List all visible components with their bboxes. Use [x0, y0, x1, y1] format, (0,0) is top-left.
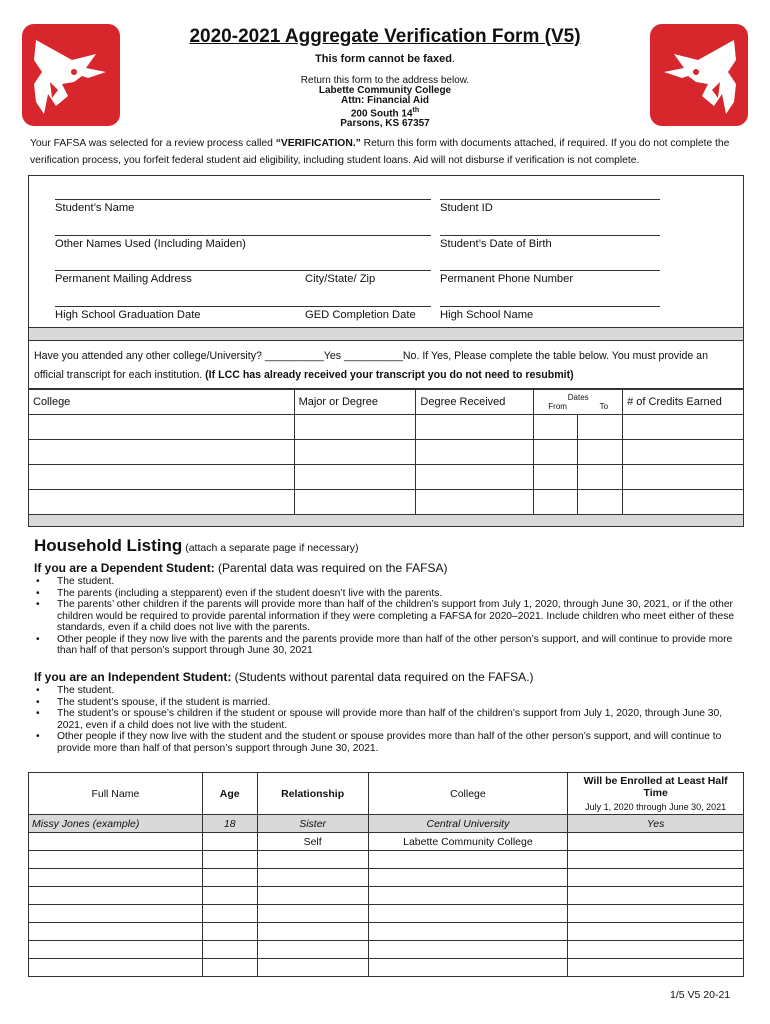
- list-item: • The parents’ other children if the parents will provide more than half of the children’s support from July 1, 2020, through June 30, 2021, or if the other children would be required to provide parental information if they were completing a FAFSA for 2020–2021. Include children who meet either of these standards, even if a child does not live with the parents.: [34, 599, 744, 634]
- credits-header: # of Credits Earned: [623, 390, 744, 415]
- list-item: • Other people if they now live with the student and the student or spouse provides more than half of the other person’s support, and will continue to provide more than half of that person’s support through June 30, 2021.: [34, 731, 744, 754]
- dates-header: Dates From To: [534, 390, 623, 415]
- page-number: 1/5 V5 20-21: [670, 989, 731, 1001]
- form-title: 2020-2021 Aggregate Verification Form (V5): [189, 26, 581, 47]
- table-row[interactable]: [29, 923, 744, 941]
- hs-name-field[interactable]: High School Name: [440, 306, 660, 321]
- phone-field[interactable]: Permanent Phone Number: [440, 270, 660, 285]
- return-address: Return this form to the address below. Labette Community College Attn: Financial Aid 200 South 14th Parsons, KS 67357: [300, 75, 470, 130]
- table-divider-row: [29, 515, 744, 527]
- independent-list: [34, 685, 744, 754]
- attended-college-question: Have you attended any other college/University? __________Yes __________No. If Yes, Please complete the table below. You must provide an official transcript for each institution. (If LCC has already received your transcript you do not need to resubmit): [34, 350, 708, 381]
- list-item: • The student.: [34, 576, 744, 588]
- hs-grad-date-field[interactable]: High School Graduation Date: [55, 306, 305, 321]
- dependent-heading: If you are a Dependent Student: (Parental data was required on the FAFSA): [34, 561, 448, 575]
- independent-heading: If you are an Independent Student: (Students without parental data required on the FAFSA.): [34, 670, 534, 684]
- table-row[interactable]: [29, 869, 744, 887]
- college-header: College: [29, 390, 295, 415]
- table-row[interactable]: [29, 465, 744, 490]
- dependent-list: [34, 576, 744, 657]
- student-id-field[interactable]: Student ID: [440, 199, 660, 214]
- student-info-section: [28, 175, 744, 389]
- table-row[interactable]: [29, 490, 744, 515]
- other-names-field[interactable]: Other Names Used (Including Maiden): [55, 235, 431, 250]
- table-row[interactable]: [29, 887, 744, 905]
- mailing-address-field[interactable]: Permanent Mailing Address: [55, 270, 305, 285]
- list-item: • Other people if they now live with the parents and the parents provide more than half of the other person’s support, and will continue to provide more than half of that person’s support through June 30, 2021: [34, 634, 744, 657]
- full-name-header: Full Name: [29, 773, 203, 815]
- section-divider: [29, 327, 743, 341]
- table-row[interactable]: [29, 415, 744, 440]
- table-row[interactable]: [29, 959, 744, 977]
- city-state-zip-field[interactable]: City/State/ Zip: [305, 270, 431, 285]
- table-header-row: [29, 773, 744, 815]
- table-row[interactable]: [29, 941, 744, 959]
- ged-date-field[interactable]: GED Completion Date: [305, 306, 431, 321]
- household-table: [28, 772, 744, 977]
- list-item: • The student’s or spouse’s children if the student or spouse will provide more than half of the children’s support from July 1, 2020, through June 30, 2021, even if a child does not live with the student.: [34, 708, 744, 731]
- age-header: Age: [202, 773, 257, 815]
- table-header-row: [29, 390, 744, 415]
- no-fax-notice: This form cannot be faxed.: [315, 53, 455, 65]
- enrolled-header: Will be Enrolled at Least Half Time July 1, 2020 through June 30, 2021: [568, 773, 744, 815]
- table-row[interactable]: [29, 440, 744, 465]
- dob-field[interactable]: Student’s Date of Birth: [440, 235, 660, 250]
- list-item: • The student.: [34, 685, 744, 697]
- relationship-header: Relationship: [257, 773, 368, 815]
- table-row[interactable]: [29, 851, 744, 869]
- example-row: Missy Jones (example) 18 Sister Central University Yes: [29, 815, 744, 833]
- household-listing-heading: Household Listing (attach a separate page if necessary): [34, 536, 359, 555]
- table-row[interactable]: [29, 905, 744, 923]
- college-header: College: [368, 773, 568, 815]
- list-item: • The student’s spouse, if the student is married.: [34, 697, 744, 709]
- degree-header: Degree Received: [416, 390, 534, 415]
- student-name-field[interactable]: Student’s Name: [55, 199, 431, 214]
- prior-college-table: [28, 389, 744, 527]
- list-item: • The parents (including a stepparent) even if the student doesn’t live with the parents.: [34, 588, 744, 600]
- intro-paragraph: Your FAFSA was selected for a review process called “VERIFICATION.” Return this form with documents attached, if required. If you do not complete the verification process, you forfeit federal student aid eligibility, including student loans. Aid will not disburse if verification is not complete.: [30, 138, 730, 166]
- self-row[interactable]: Self Labette Community College: [29, 833, 744, 851]
- major-header: Major or Degree: [294, 390, 416, 415]
